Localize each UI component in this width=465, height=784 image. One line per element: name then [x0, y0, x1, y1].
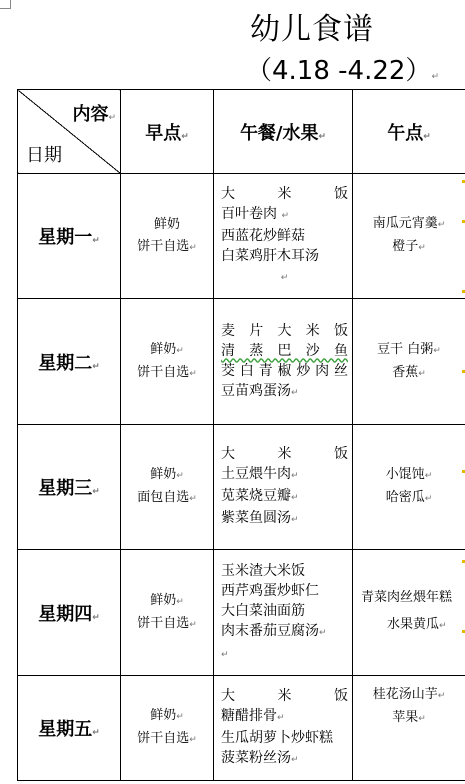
day-cell: 星期五↵ — [18, 676, 121, 781]
lunch-item: 糖醋排骨↵ — [221, 708, 285, 724]
menu-table — [17, 89, 465, 781]
lunch-header: 午餐/水果↵ — [214, 90, 353, 174]
lunch-cell — [214, 550, 353, 676]
afternoon-item: 青菜肉丝煨年糕 — [361, 590, 453, 605]
lunch-item: 大 米 饭 — [221, 688, 348, 704]
table-row — [18, 550, 465, 676]
lunch-item: 大 米 饭 — [221, 446, 348, 462]
breakfast-item: 鲜奶 — [153, 216, 180, 232]
corner-crop-mark — [0, 0, 11, 9]
afternoon-item: 哈密瓜↵ — [385, 490, 433, 505]
lunch-cell — [214, 299, 353, 425]
lunch-item: 麦片大米饭 — [221, 322, 348, 339]
breakfast-item: 鲜奶↵ — [150, 341, 184, 357]
table-row — [18, 174, 465, 299]
afternoon-cell — [353, 174, 465, 299]
lunch-item: 西蓝花炒鲜菇 — [221, 228, 305, 244]
afternoon-item: 小馄饨↵ — [385, 467, 433, 482]
table-row — [18, 299, 465, 425]
lunch-item: 西芹鸡蛋炒虾仁 — [221, 582, 319, 599]
afternoon-cell — [353, 299, 465, 425]
afternoon-cell — [353, 550, 465, 676]
diagonal-header-cell — [18, 90, 121, 174]
afternoon-item: 水果黄瓜↵ — [387, 617, 447, 632]
lunch-item: 紫菜鱼圆汤↵ — [221, 510, 299, 526]
lunch-item: 百叶卷肉 ↵ — [221, 206, 289, 222]
lunch-cell — [214, 174, 353, 299]
lunch-item: 土豆煨牛肉↵ — [221, 466, 299, 482]
day-cell: 星期四↵ — [18, 550, 121, 676]
breakfast-cell — [121, 425, 214, 550]
afternoon-item: 南瓜元宵羹↵ — [372, 216, 446, 231]
lunch-item: 茭白青椒炒肉丝 — [221, 362, 348, 379]
afternoon-header: 午点↵ — [353, 90, 465, 174]
afternoon-cell — [353, 676, 465, 781]
day-cell: 星期三↵ — [18, 425, 121, 550]
lunch-item: ↵ — [280, 273, 289, 283]
lunch-item: 肉末番茄豆腐汤↵ — [221, 622, 327, 639]
date-range: （4.18 -4.22）↵ — [246, 56, 439, 86]
header-row — [18, 90, 465, 174]
lunch-item: 苋菜烧豆瓣↵ — [221, 488, 299, 504]
table-row — [18, 676, 465, 781]
breakfast-item: 饼干自选↵ — [137, 731, 197, 746]
breakfast-item: 饼干自选↵ — [137, 364, 197, 380]
breakfast-item: 鲜奶↵ — [150, 708, 184, 723]
lunch-item: 白菜鸡肝木耳汤 — [221, 248, 319, 264]
breakfast-cell — [121, 550, 214, 676]
page-title: 幼儿食谱 — [250, 12, 374, 47]
breakfast-item: 饼干自选↵ — [137, 615, 197, 631]
afternoon-item: 香蕉↵ — [392, 364, 426, 380]
lunch-item: 生瓜胡萝卜炒虾糕 — [221, 730, 333, 746]
lunch-cell — [214, 676, 353, 781]
breakfast-item: 鲜奶↵ — [150, 592, 184, 608]
content-label: 内容↵ — [72, 104, 116, 125]
table-row — [18, 425, 465, 550]
afternoon-item: 橙子↵ — [392, 239, 426, 254]
afternoon-item: 桂花汤山芋↵ — [372, 687, 446, 702]
lunch-item: 菠菜粉丝汤↵ — [221, 750, 299, 766]
lunch-item: 清蒸巴沙鱼 — [221, 342, 348, 359]
revision-marks — [461, 180, 465, 680]
breakfast-item: 面包自选↵ — [137, 490, 197, 505]
afternoon-item: 豆干 白粥↵ — [377, 341, 441, 357]
day-cell: 星期二↵ — [18, 299, 121, 425]
lunch-item: 大白菜油面筋 — [221, 602, 305, 619]
day-cell: 星期一↵ — [18, 174, 121, 299]
lunch-cell — [214, 425, 353, 550]
breakfast-header: 早点↵ — [121, 90, 214, 174]
breakfast-cell — [121, 174, 214, 299]
breakfast-item: 饼干自选↵ — [137, 238, 197, 254]
afternoon-item: 苹果↵ — [392, 710, 426, 725]
lunch-item: ↵ — [221, 649, 229, 660]
breakfast-cell — [121, 299, 214, 425]
breakfast-cell — [121, 676, 214, 781]
lunch-item: 豆苗鸡蛋汤↵ — [221, 382, 299, 399]
date-label: 日期 — [26, 145, 62, 166]
lunch-item: 玉米渣大米饭 — [221, 562, 305, 579]
lunch-item: 大 米 饭 — [221, 186, 348, 202]
breakfast-item: 鲜奶↵ — [150, 467, 184, 482]
afternoon-cell — [353, 425, 465, 550]
